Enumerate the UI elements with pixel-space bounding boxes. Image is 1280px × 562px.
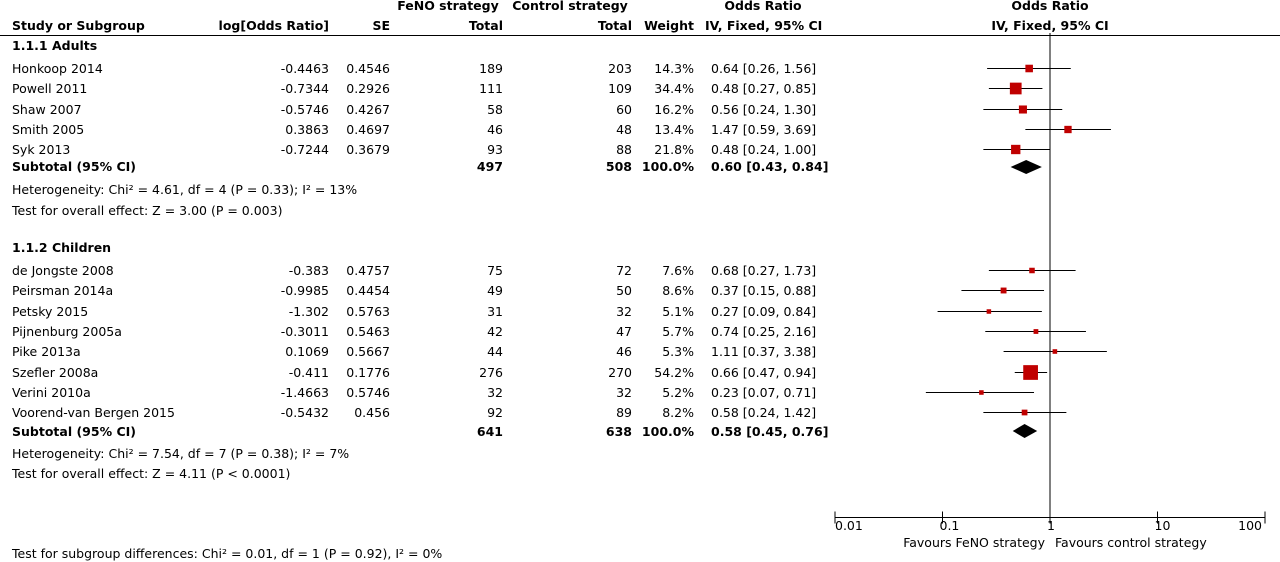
study-marker (1025, 65, 1033, 73)
study-weight: 16.2% (654, 102, 694, 117)
study-ci: 1.47 [0.59, 3.69] (711, 122, 817, 137)
study-ci: 0.37 [0.15, 0.88] (711, 283, 817, 298)
study-marker (1022, 410, 1028, 416)
study-name: Honkoop 2014 (12, 61, 103, 76)
study-logor: -0.7344 (280, 81, 329, 96)
study-total1: 111 (479, 81, 503, 96)
subtotal-total2: 638 (605, 424, 632, 439)
study-weight: 8.2% (662, 405, 694, 420)
study-total1: 31 (487, 304, 503, 319)
study-se: 0.1776 (346, 365, 390, 380)
study-weight: 5.3% (662, 344, 694, 359)
study-name: Smith 2005 (12, 122, 85, 137)
study-logor: -0.7244 (280, 142, 329, 157)
header-total1: Total (468, 18, 503, 33)
study-name: Peirsman 2014a (12, 283, 114, 298)
study-ci: 0.64 [0.26, 1.56] (711, 61, 817, 76)
study-total1: 42 (487, 324, 503, 339)
subtotal-ci: 0.60 [0.43, 0.84] (711, 159, 829, 174)
study-total2: 46 (616, 344, 632, 359)
study-weight: 8.6% (662, 283, 694, 298)
study-weight: 5.2% (662, 385, 694, 400)
study-logor: 0.1069 (285, 344, 329, 359)
study-marker (1023, 365, 1038, 380)
header-ci: IV, Fixed, 95% CI (705, 18, 823, 33)
study-total1: 58 (487, 102, 503, 117)
favours-left-label: Favours FeNO strategy (903, 535, 1045, 550)
study-total2: 89 (616, 405, 632, 420)
heterogeneity-text: Heterogeneity: Chi² = 7.54, df = 7 (P = 0.38); I² = 7% (12, 446, 350, 461)
header-logor: log[Odds Ratio] (218, 18, 329, 33)
subtotal-label: Subtotal (95% CI) (12, 159, 136, 174)
study-weight: 7.6% (662, 263, 694, 278)
subtotal-diamond (1013, 424, 1037, 438)
subtotal-total2: 508 (605, 159, 632, 174)
header-weight: Weight (644, 18, 694, 33)
study-logor: -0.4463 (280, 61, 329, 76)
study-marker (1011, 145, 1020, 154)
study-se: 0.5463 (346, 324, 390, 339)
header-or-top-plot: Odds Ratio (1011, 0, 1089, 13)
study-logor: -0.411 (288, 365, 329, 380)
study-ci: 0.74 [0.25, 2.16] (711, 324, 817, 339)
study-marker (1010, 83, 1022, 95)
study-marker (1034, 329, 1039, 334)
study-logor: -0.383 (288, 263, 329, 278)
study-weight: 34.4% (654, 81, 694, 96)
header-group1: FeNO strategy (397, 0, 499, 13)
study-total2: 48 (616, 122, 632, 137)
subtotal-ci: 0.58 [0.45, 0.76] (711, 424, 829, 439)
study-name: Szefler 2008a (12, 365, 99, 380)
x-tick-label: 0.1 (939, 518, 960, 533)
subtotal-total1: 641 (476, 424, 503, 439)
study-name: Pike 2013a (12, 344, 81, 359)
subgroup-title: 1.1.1 Adults (12, 38, 98, 53)
study-logor: -0.3011 (280, 324, 329, 339)
study-marker (1053, 349, 1058, 354)
study-total1: 276 (479, 365, 503, 380)
study-se: 0.5667 (346, 344, 390, 359)
study-total2: 72 (616, 263, 632, 278)
study-marker (1064, 126, 1071, 133)
study-logor: -1.4663 (280, 385, 329, 400)
study-se: 0.4757 (346, 263, 390, 278)
header-ci-plot: IV, Fixed, 95% CI (991, 18, 1109, 33)
study-total2: 88 (616, 142, 632, 157)
study-name: Shaw 2007 (12, 102, 82, 117)
study-name: Powell 2011 (12, 81, 88, 96)
study-logor: -0.5432 (280, 405, 329, 420)
study-se: 0.456 (354, 405, 390, 420)
overall-effect-text: Test for overall effect: Z = 4.11 (P < 0.0001) (12, 466, 291, 481)
favours-right-label: Favours control strategy (1055, 535, 1207, 550)
subtotal-weight: 100.0% (641, 424, 694, 439)
study-se: 0.4697 (346, 122, 390, 137)
study-total1: 46 (487, 122, 503, 137)
header-study: Study or Subgroup (12, 18, 145, 33)
study-se: 0.3679 (346, 142, 390, 157)
study-se: 0.4454 (346, 283, 390, 298)
study-name: Syk 2013 (12, 142, 71, 157)
study-weight: 13.4% (654, 122, 694, 137)
study-name: Pijnenburg 2005a (12, 324, 122, 339)
study-total1: 93 (487, 142, 503, 157)
study-total1: 32 (487, 385, 503, 400)
heterogeneity-text: Heterogeneity: Chi² = 4.61, df = 4 (P = 0.33); I² = 13% (12, 182, 358, 197)
subgroup-title: 1.1.2 Children (12, 240, 112, 255)
study-ci: 1.11 [0.37, 3.38] (711, 344, 817, 359)
subtotal-weight: 100.0% (641, 159, 694, 174)
subgroup-differences: Test for subgroup differences: Chi² = 0.01, df = 1 (P = 0.92), I² = 0% (12, 546, 443, 561)
study-total2: 32 (616, 385, 632, 400)
study-total2: 203 (608, 61, 632, 76)
study-se: 0.5746 (346, 385, 390, 400)
study-name: Petsky 2015 (12, 304, 89, 319)
study-total1: 189 (479, 61, 503, 76)
x-tick-label: 10 (1154, 518, 1171, 533)
study-ci: 0.66 [0.47, 0.94] (711, 365, 817, 380)
study-se: 0.5763 (346, 304, 390, 319)
study-marker (1001, 288, 1007, 294)
study-marker (987, 309, 992, 314)
study-total2: 50 (616, 283, 632, 298)
x-tick-label: 100 (1238, 518, 1262, 533)
study-total2: 47 (616, 324, 632, 339)
study-ci: 0.27 [0.09, 0.84] (711, 304, 817, 319)
study-logor: 0.3863 (285, 122, 329, 137)
study-name: Verini 2010a (12, 385, 91, 400)
header-total2: Total (597, 18, 632, 33)
study-total1: 49 (487, 283, 503, 298)
study-logor: -1.302 (288, 304, 329, 319)
study-se: 0.4267 (346, 102, 390, 117)
study-total1: 44 (487, 344, 503, 359)
x-tick-label: 1 (1047, 518, 1055, 533)
study-name: de Jongste 2008 (12, 263, 114, 278)
study-total2: 60 (616, 102, 632, 117)
overall-effect-text: Test for overall effect: Z = 3.00 (P = 0.003) (12, 203, 283, 218)
subtotal-diamond (1011, 160, 1042, 174)
study-ci: 0.48 [0.27, 0.85] (711, 81, 817, 96)
study-logor: -0.9985 (280, 283, 329, 298)
study-marker (979, 390, 984, 395)
study-logor: -0.5746 (280, 102, 329, 117)
study-ci: 0.58 [0.24, 1.42] (711, 405, 817, 420)
study-se: 0.2926 (346, 81, 390, 96)
study-weight: 21.8% (654, 142, 694, 157)
study-marker (1029, 268, 1035, 274)
study-ci: 0.56 [0.24, 1.30] (711, 102, 817, 117)
study-total2: 109 (608, 81, 632, 96)
study-ci: 0.68 [0.27, 1.73] (711, 263, 817, 278)
subtotal-label: Subtotal (95% CI) (12, 424, 136, 439)
subtotal-total1: 497 (476, 159, 503, 174)
study-weight: 14.3% (654, 61, 694, 76)
header-se: SE (372, 18, 390, 33)
study-ci: 0.23 [0.07, 0.71] (711, 385, 817, 400)
x-tick-label: 0.01 (835, 518, 863, 533)
study-weight: 5.7% (662, 324, 694, 339)
study-total1: 92 (487, 405, 503, 420)
header-group2: Control strategy (512, 0, 628, 13)
study-weight: 5.1% (662, 304, 694, 319)
study-marker (1019, 105, 1027, 113)
study-name: Voorend-van Bergen 2015 (12, 405, 175, 420)
study-weight: 54.2% (654, 365, 694, 380)
study-ci: 0.48 [0.24, 1.00] (711, 142, 817, 157)
study-total1: 75 (487, 263, 503, 278)
study-se: 0.4546 (346, 61, 390, 76)
header-or-top: Odds Ratio (724, 0, 802, 13)
study-total2: 32 (616, 304, 632, 319)
study-total2: 270 (608, 365, 632, 380)
